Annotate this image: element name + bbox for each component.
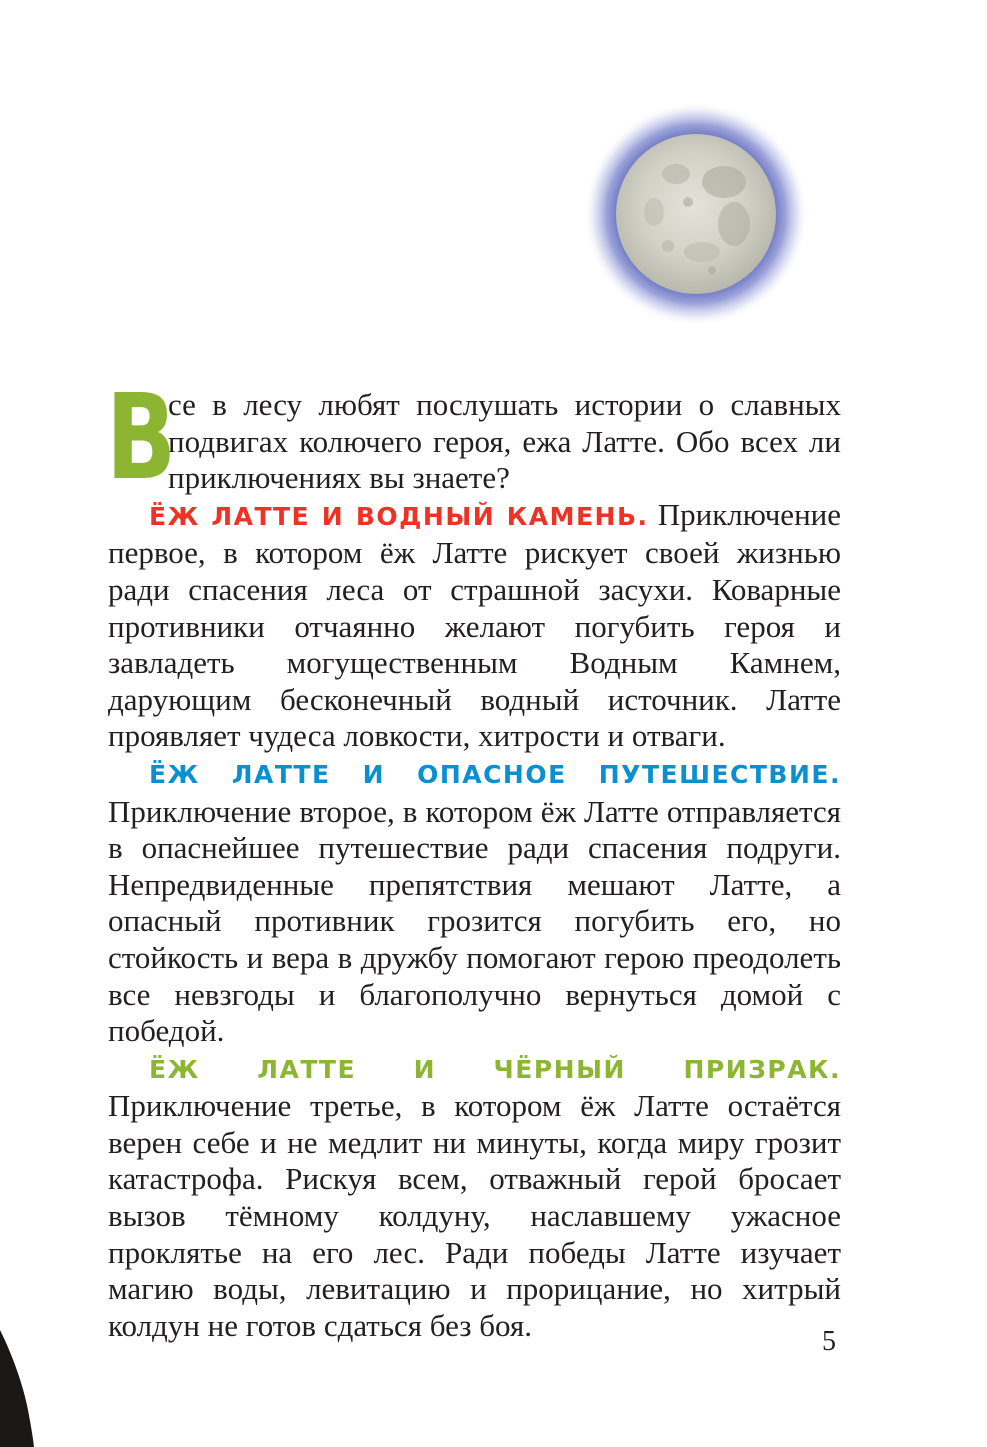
dropcap-letter: В	[106, 368, 177, 506]
full-moon-icon	[584, 102, 808, 326]
intro-text: се в лесу любят послушать истории о славных подвигах колючего героя, ежа Латте. Обо всех ли приключениях вы знаете?	[168, 387, 841, 496]
book-description: Приключение второе, в котором ёж Латте отправляется в опаснейшее путешествие ради спасения подруги. Непредвиденные препятствия мешают Латте, а опасный противник грозится погубить его, но стойкость и вера в дружбу помогают герою преодолеть все невзгоды и благополучно вернуться домой с победой.	[108, 793, 841, 1049]
book-title: ЁЖ ЛАТТЕ И ЧЁРНЫЙ ПРИЗРАК.	[149, 1054, 841, 1084]
book-title: ЁЖ ЛАТТЕ И ОПАСНОЕ ПУТЕШЕСТВИЕ.	[149, 759, 841, 789]
book-description: Приключение третье, в котором ёж Латте остаётся верен себе и не медлит ни минуты, когда миру грозит катастрофа. Рискуя всем, отважный герой бросает вызов тёмному колдуну, наславшему ужасное проклятье на его лес. Ради победы Латте изучает магию воды, левитацию и прорицание, но хитрый колдун не готов сдаться без боя.	[108, 1088, 841, 1343]
dark-corner-icon	[0, 1330, 36, 1447]
moon-illustration	[584, 102, 808, 326]
book-entry	[108, 755, 841, 1050]
page-number: 5	[822, 1326, 836, 1357]
book-entry	[108, 1050, 841, 1345]
book-description: Приключение первое, в котором ёж Латте рискует своей жизнью ради спасения леса от страшной засухи. Коварные противники отчаянно желают погубить героя и завладеть могущественным Водным Камнем, дарующим бесконечный водный источник. Латте проявляет чудеса ловкости, хитрости и отваги.	[108, 496, 842, 754]
book-list-text	[106, 368, 842, 1344]
intro-paragraph	[106, 368, 841, 506]
book-entry	[108, 497, 841, 755]
book-title: ЁЖ ЛАТТЕ И ВОДНЫЙ КАМЕНЬ.	[149, 501, 649, 531]
corner-illustration	[0, 1330, 36, 1447]
